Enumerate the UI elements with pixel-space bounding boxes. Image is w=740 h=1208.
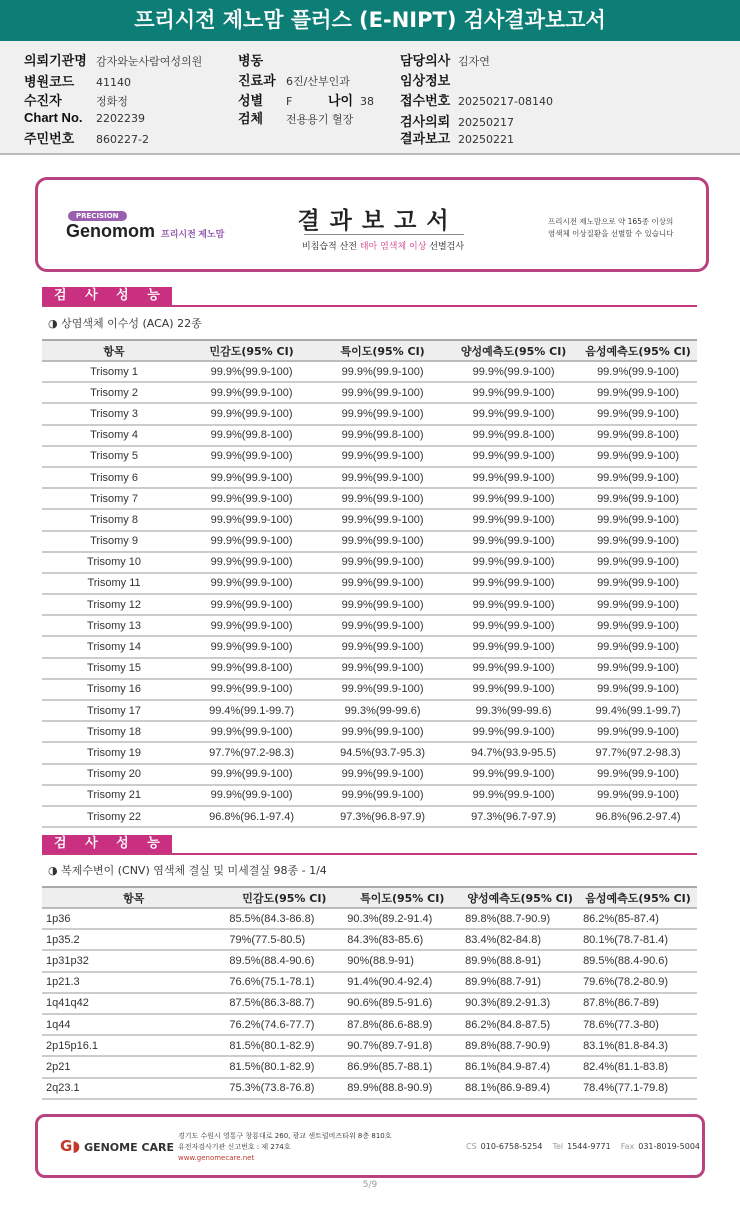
metric-cell: 99.9%(99.9-100) [448,594,579,615]
metric-cell: 99.9%(99.9-100) [448,679,579,700]
metric-cell: 99.9%(99.9-100) [448,615,579,636]
item-cell: Trisomy 19 [42,742,186,763]
metric-cell: 78.4%(77.1-79.8) [579,1078,697,1099]
metric-cell: 99.9%(99.9-100) [579,764,697,785]
table-row [42,573,697,594]
metric-cell: 97.3%(96.8-97.9) [317,806,448,827]
metric-cell: 99.9%(99.9-100) [186,531,317,552]
metric-cell: 99.9%(99.9-100) [186,764,317,785]
table-row [42,908,697,929]
item-cell: Trisomy 11 [42,573,186,594]
item-cell: Trisomy 17 [42,700,186,721]
genome-care-logo: G◗ GENOME CARE [60,1137,175,1155]
metric-cell: 99.3%(99-99.6) [448,700,579,721]
metric-cell: 99.9%(99.9-100) [317,467,448,488]
column-header: 양성예측도(95% CI) [448,340,579,361]
table-row [42,446,697,467]
item-cell: Trisomy 10 [42,552,186,573]
contact-info: CS 010-6758-5254 Tel 1544-9771 Fax 031-8019-5004 [466,1142,700,1151]
metric-cell: 97.3%(96.7-97.9) [448,806,579,827]
metric-cell: 86.9%(85.7-88.1) [343,1056,461,1077]
metric-cell: 99.9%(99.9-100) [448,488,579,509]
cnv-subtitle: ◑ 복제수변이 (CNV) 염색체 결실 및 미세결실 98종 - 1/4 [48,864,327,877]
metric-cell: 99.9%(99.9-100) [448,361,579,382]
metric-cell: 90.3%(89.2-91.3) [461,993,579,1014]
metric-cell: 99.9%(99.9-100) [317,764,448,785]
column-header: 특이도(95% CI) [343,887,461,908]
metric-cell: 91.4%(90.4-92.4) [343,972,461,993]
table-row [42,361,697,382]
metric-cell: 76.6%(75.1-78.1) [225,972,343,993]
metric-cell: 78.6%(77.3-80) [579,1014,697,1035]
column-header: 항목 [42,887,225,908]
metric-cell: 99.4%(99.1-99.7) [186,700,317,721]
metric-cell: 99.9%(99.9-100) [448,636,579,657]
metric-cell: 99.9%(99.9-100) [579,382,697,403]
metric-cell: 99.9%(99.9-100) [579,785,697,806]
metric-cell: 99.9%(99.9-100) [317,488,448,509]
metric-cell: 81.5%(80.1-82.9) [225,1035,343,1056]
metric-cell: 99.9%(99.9-100) [317,658,448,679]
metric-cell: 99.9%(99.8-100) [448,425,579,446]
metric-cell: 99.9%(99.9-100) [186,636,317,657]
column-header: 민감도(95% CI) [225,887,343,908]
item-cell: Trisomy 12 [42,594,186,615]
patient: 수진자 정화정 [24,94,128,109]
metric-cell: 99.4%(99.1-99.7) [579,700,697,721]
item-cell: Trisomy 22 [42,806,186,827]
table-row [42,785,697,806]
metric-cell: 99.9%(99.9-100) [448,552,579,573]
divider [304,234,464,235]
item-cell: Trisomy 1 [42,361,186,382]
metric-cell: 99.9%(99.9-100) [579,636,697,657]
item-cell: Trisomy 8 [42,509,186,530]
metric-cell: 97.7%(97.2-98.3) [579,742,697,763]
metric-cell: 89.5%(88.4-90.6) [579,950,697,971]
metric-cell: 80.1%(78.7-81.4) [579,929,697,950]
metric-cell: 99.9%(99.9-100) [317,509,448,530]
ward: 병동 [238,54,264,69]
metric-cell: 99.9%(99.9-100) [186,721,317,742]
section-header-cnv: 검 사 성 능 [42,835,697,855]
item-cell: 2p15p16.1 [42,1035,225,1056]
metric-cell: 99.9%(99.8-100) [579,425,697,446]
table-row [42,382,697,403]
table-row [42,509,697,530]
metric-cell: 99.9%(99.9-100) [579,446,697,467]
metric-cell: 99.9%(99.9-100) [317,679,448,700]
metric-cell: 87.8%(86.6-88.9) [343,1014,461,1035]
metric-cell: 89.9%(88.8-91) [461,950,579,971]
aca-subtitle: ◑ 상염색체 이수성 (ACA) 22종 [48,317,202,330]
report-date: 결과보고 20250221 [400,132,514,147]
banner-tagline: 프리시전 제노맘으로 약 165종 이상의 염색체 이상질환을 선별할 수 있습니다 [548,217,674,238]
item-cell: Trisomy 18 [42,721,186,742]
metric-cell: 99.9%(99.9-100) [186,467,317,488]
metric-cell: 87.5%(86.3-88.7) [225,993,343,1014]
metric-cell: 99.9%(99.9-100) [317,594,448,615]
table-row [42,594,697,615]
item-cell: Trisomy 14 [42,636,186,657]
page-number: 5/9 [362,1180,378,1190]
item-cell: Trisomy 4 [42,425,186,446]
item-cell: Trisomy 13 [42,615,186,636]
item-cell: Trisomy 20 [42,764,186,785]
website-link[interactable]: www.genomecare.net [178,1154,255,1162]
metric-cell: 86.1%(84.9-87.4) [461,1056,579,1077]
metric-cell: 99.9%(99.9-100) [317,531,448,552]
table-row [42,972,697,993]
table-row [42,1035,697,1056]
table-row [42,993,697,1014]
item-cell: 1p35.2 [42,929,225,950]
metric-cell: 99.9%(99.9-100) [186,679,317,700]
item-cell: 2p21 [42,1056,225,1077]
rrn: 주민번호 860227-2 [24,132,149,147]
metric-cell: 96.8%(96.2-97.4) [579,806,697,827]
metric-cell: 99.9%(99.9-100) [186,615,317,636]
table-row [42,636,697,657]
specimen: 검체 전용용기 혈장 [238,112,354,127]
item-cell: Trisomy 3 [42,403,186,424]
metric-cell: 96.8%(96.1-97.4) [186,806,317,827]
hospital-code: 병원코드 41140 [24,75,131,90]
gc-logo-icon: G◗ [60,1137,81,1155]
department: 진료과 6진/산부인과 [238,74,350,89]
metric-cell: 82.4%(81.1-83.8) [579,1056,697,1077]
metric-cell: 99.9%(99.9-100) [579,361,697,382]
metric-cell: 79%(77.5-80.5) [225,929,343,950]
metric-cell: 87.8%(86.7-89) [579,993,697,1014]
metric-cell: 99.9%(99.9-100) [317,403,448,424]
metric-cell: 99.9%(99.9-100) [579,531,697,552]
item-cell: 1q41q42 [42,993,225,1014]
metric-cell: 83.1%(81.8-84.3) [579,1035,697,1056]
item-cell: 1p36 [42,908,225,929]
item-cell: 1p21.3 [42,972,225,993]
table-row [42,403,697,424]
table-row [42,552,697,573]
metric-cell: 89.5%(88.4-90.6) [225,950,343,971]
metric-cell: 99.9%(99.9-100) [186,594,317,615]
metric-cell: 99.9%(99.9-100) [448,446,579,467]
banner-title: 결과보고서 [297,208,459,234]
metric-cell: 99.9%(99.9-100) [317,573,448,594]
column-header: 항목 [42,340,186,361]
metric-cell: 99.9%(99.9-100) [579,488,697,509]
metric-cell: 99.9%(99.9-100) [579,403,697,424]
item-cell: Trisomy 16 [42,679,186,700]
metric-cell: 99.9%(99.9-100) [579,509,697,530]
metric-cell: 99.9%(99.9-100) [317,382,448,403]
table-row [42,950,697,971]
metric-cell: 99.9%(99.9-100) [186,382,317,403]
item-cell: Trisomy 5 [42,446,186,467]
chart-no: Chart No. 2202239 [24,110,145,125]
item-cell: 1p31p32 [42,950,225,971]
metric-cell: 84.3%(83-85.6) [343,929,461,950]
metric-cell: 99.9%(99.9-100) [186,446,317,467]
metric-cell: 99.9%(99.9-100) [579,594,697,615]
metric-cell: 99.9%(99.9-100) [448,531,579,552]
receipt-no: 접수번호 20250217-08140 [400,94,553,109]
table-row [42,929,697,950]
institution: 의뢰기관명 감자와눈사람여성의원 [24,54,203,69]
table-header-row [42,887,697,908]
metric-cell: 99.9%(99.9-100) [317,636,448,657]
metric-cell: 99.9%(99.9-100) [579,679,697,700]
column-header: 특이도(95% CI) [317,340,448,361]
metric-cell: 99.9%(99.9-100) [317,615,448,636]
metric-cell: 99.9%(99.9-100) [317,361,448,382]
request-date: 검사의뢰 20250217 [400,115,514,130]
table-row [42,679,697,700]
table-row [42,467,697,488]
metric-cell: 99.9%(99.9-100) [579,573,697,594]
metric-cell: 99.3%(99-99.6) [317,700,448,721]
banner-subtitle: 비침습적 산전 태아 염색체 이상 선별검사 [301,242,465,252]
metric-cell: 99.9%(99.9-100) [448,573,579,594]
report-title: 프리시전 제노맘 플러스 (E-NIPT) 검사결과보고서 [0,0,740,41]
metric-cell: 99.9%(99.9-100) [186,488,317,509]
clinical-info: 임상정보 [400,74,451,89]
cnv-table [42,886,697,1100]
metric-cell: 90.3%(89.2-91.4) [343,908,461,929]
metric-cell: 99.9%(99.9-100) [186,403,317,424]
metric-cell: 99.9%(99.9-100) [448,509,579,530]
metric-cell: 90%(88.9-91) [343,950,461,971]
item-cell: Trisomy 21 [42,785,186,806]
column-header: 음성예측도(95% CI) [579,887,697,908]
item-cell: 1q44 [42,1014,225,1035]
table-row [42,700,697,721]
precision-badge: PRECISION [68,211,127,221]
metric-cell: 88.1%(86.9-89.4) [461,1078,579,1099]
metric-cell: 90.7%(89.7-91.8) [343,1035,461,1056]
metric-cell: 99.9%(99.9-100) [579,658,697,679]
metric-cell: 99.9%(99.9-100) [579,552,697,573]
table-row [42,742,697,763]
metric-cell: 83.4%(82-84.8) [461,929,579,950]
column-header: 양성예측도(95% CI) [461,887,579,908]
table-row [42,764,697,785]
table-row [42,806,697,827]
metric-cell: 99.9%(99.8-100) [186,658,317,679]
metric-cell: 99.9%(99.9-100) [448,382,579,403]
metric-cell: 99.9%(99.9-100) [186,509,317,530]
metric-cell: 99.9%(99.9-100) [579,467,697,488]
metric-cell: 86.2%(85-87.4) [579,908,697,929]
metric-cell: 99.9%(99.9-100) [448,764,579,785]
metric-cell: 75.3%(73.8-76.8) [225,1078,343,1099]
column-header: 민감도(95% CI) [186,340,317,361]
metric-cell: 89.9%(88.8-90.9) [343,1078,461,1099]
table-header-row [42,340,697,361]
metric-cell: 94.7%(93.9-95.5) [448,742,579,763]
table-row [42,488,697,509]
table-row [42,658,697,679]
item-cell: Trisomy 7 [42,488,186,509]
column-header: 음성예측도(95% CI) [579,340,697,361]
metric-cell: 99.9%(99.9-100) [186,785,317,806]
metric-cell: 99.9%(99.9-100) [186,573,317,594]
metric-cell: 99.9%(99.9-100) [448,658,579,679]
doctor: 담당의사 김자연 [400,54,490,69]
metric-cell: 89.8%(88.7-90.9) [461,908,579,929]
footer [35,1114,705,1178]
table-row [42,1056,697,1077]
aca-table [42,339,697,828]
item-cell: Trisomy 2 [42,382,186,403]
metric-cell: 97.7%(97.2-98.3) [186,742,317,763]
company-address: 경기도 수원시 영통구 창룡대로 260, 광교 센트럴비즈타워 8층 810호 유전자검사기관 신고번호 : 제 274호 www.genomecare.net [178,1132,392,1162]
metric-cell: 89.8%(88.7-90.9) [461,1035,579,1056]
metric-cell: 99.9%(99.9-100) [186,552,317,573]
table-row [42,531,697,552]
report-banner [35,177,709,272]
table-row [42,721,697,742]
metric-cell: 99.9%(99.8-100) [317,425,448,446]
genomom-logo: Genomom 프리시전 제노맘 [66,221,225,241]
metric-cell: 94.5%(93.7-95.3) [317,742,448,763]
section-header-aca: 검 사 성 능 [42,287,697,307]
metric-cell: 99.9%(99.9-100) [448,721,579,742]
item-cell: 2q23.1 [42,1078,225,1099]
metric-cell: 76.2%(74.6-77.7) [225,1014,343,1035]
table-row [42,1014,697,1035]
metric-cell: 99.9%(99.9-100) [317,446,448,467]
age: 나이 38 [328,94,374,109]
table-row [42,1078,697,1099]
table-row [42,615,697,636]
table-row [42,425,697,446]
metric-cell: 99.9%(99.9-100) [186,361,317,382]
metric-cell: 99.9%(99.9-100) [317,552,448,573]
metric-cell: 99.9%(99.9-100) [317,721,448,742]
metric-cell: 85.5%(84.3-86.8) [225,908,343,929]
item-cell: Trisomy 15 [42,658,186,679]
sex: 성별 F [238,94,293,109]
metric-cell: 86.2%(84.8-87.5) [461,1014,579,1035]
metric-cell: 99.9%(99.9-100) [448,467,579,488]
metric-cell: 99.9%(99.9-100) [579,615,697,636]
metric-cell: 99.9%(99.8-100) [186,425,317,446]
metric-cell: 99.9%(99.9-100) [448,403,579,424]
metric-cell: 99.9%(99.9-100) [579,721,697,742]
metric-cell: 89.9%(88.7-91) [461,972,579,993]
metric-cell: 81.5%(80.1-82.9) [225,1056,343,1077]
metric-cell: 99.9%(99.9-100) [448,785,579,806]
item-cell: Trisomy 6 [42,467,186,488]
metric-cell: 99.9%(99.9-100) [317,785,448,806]
patient-info-panel [0,41,740,155]
item-cell: Trisomy 9 [42,531,186,552]
metric-cell: 90.6%(89.5-91.6) [343,993,461,1014]
metric-cell: 79.6%(78.2-80.9) [579,972,697,993]
